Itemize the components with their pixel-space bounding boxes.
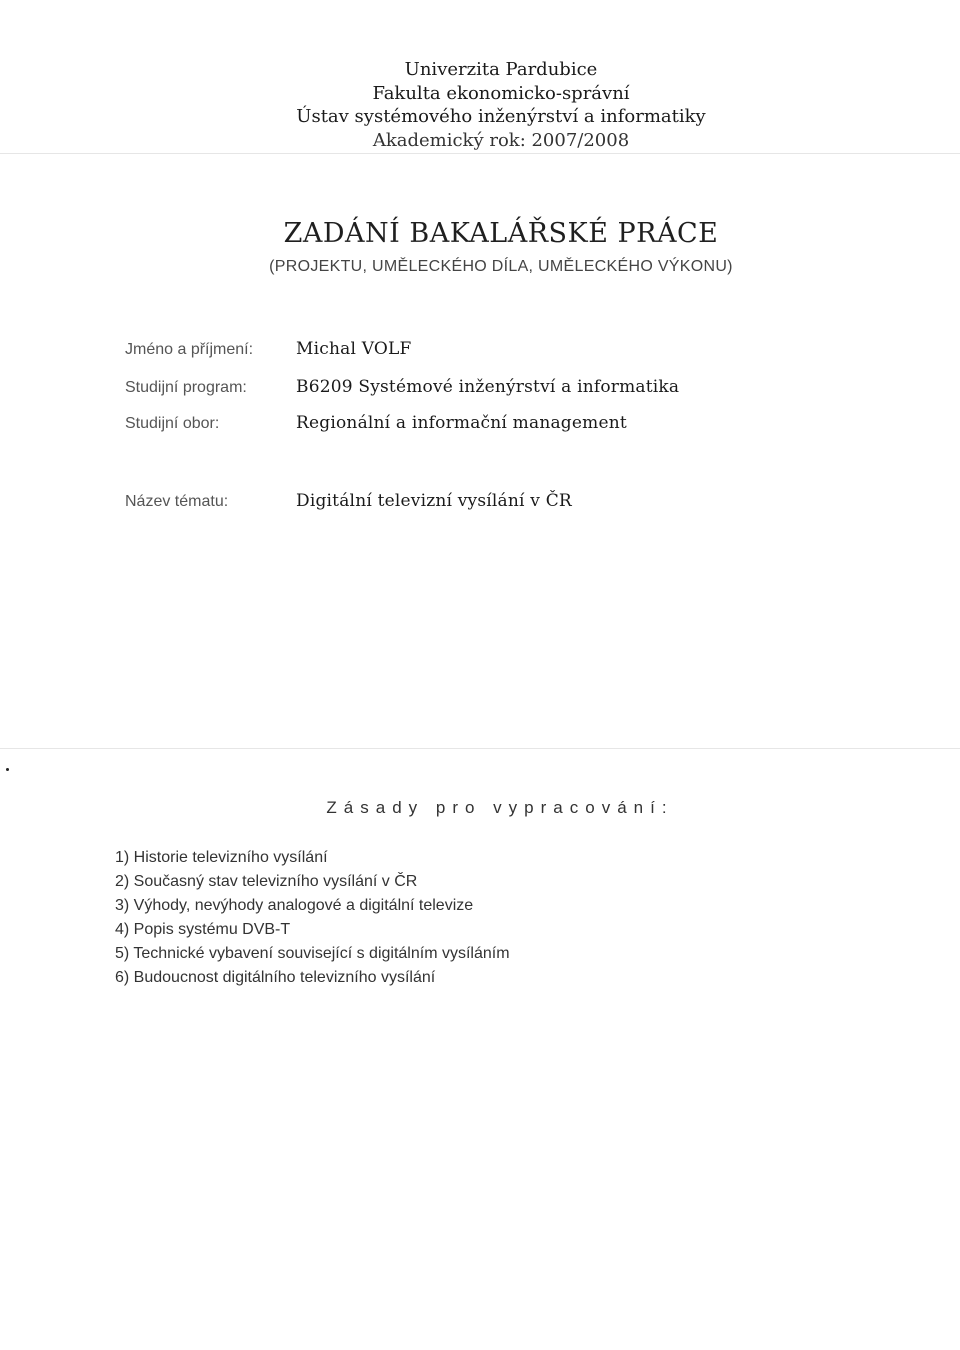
field-name [125,339,412,359]
list-item: 6) Budoucnost digitálního televizního vysílání [115,969,436,986]
field-major [125,413,627,433]
document-subtitle: (PROJEKTU, UMĚLECKÉHO DÍLA, UMĚLECKÉHO VÝKONU) [269,258,733,275]
list-item: 2) Současný stav televizního vysílání v ČR [115,873,418,890]
institute-name: Ústav systémového inženýrství a informatiky [296,106,706,127]
margin-dot [6,768,9,771]
field-major-value: Regionální a informační management [296,413,627,433]
section-divider [0,748,960,749]
university-name: Univerzita Pardubice [404,59,598,80]
list-item: 4) Popis systému DVB-T [115,921,291,938]
list-item: 5) Technické vybavení související s digitálním vysíláním [115,945,510,962]
field-topic [125,491,572,511]
principles-list [115,846,510,990]
field-program [125,377,679,397]
principles-heading: Zásady pro vypracování: [326,798,674,817]
field-program-label: Studijní program: [125,379,247,396]
faculty-name: Fakulta ekonomicko-správní [372,82,630,104]
list-item: 1) Historie televizního vysílání [115,849,328,866]
document-title: ZADÁNÍ BAKALÁŘSKÉ PRÁCE [283,218,719,249]
header-divider [0,153,960,154]
field-major-label: Studijní obor: [125,415,220,432]
list-item: 3) Výhody, nevýhody analogové a digitální televize [115,897,474,914]
field-program-value: B6209 Systémové inženýrství a informatika [296,377,680,397]
field-name-label: Jméno a příjmení: [125,341,254,358]
document-header [0,58,960,152]
field-topic-value: Digitální televizní vysílání v ČR [296,491,572,511]
field-name-value: Michal VOLF [296,339,412,359]
field-topic-label: Název tématu: [125,493,229,510]
academic-year: Akademický rok: 2007/2008 [372,129,630,151]
